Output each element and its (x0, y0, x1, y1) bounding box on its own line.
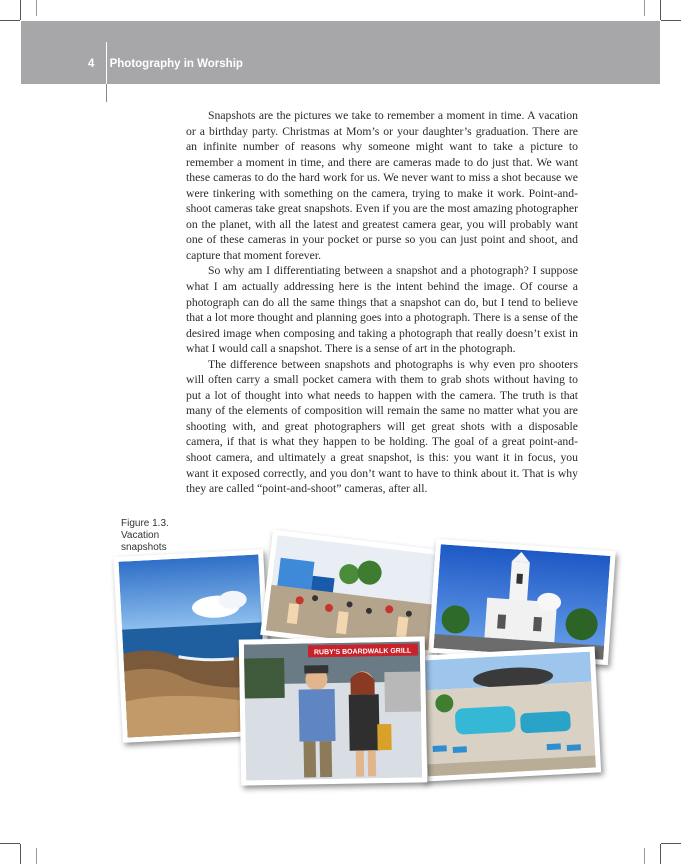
photo-cruise-deck (417, 646, 601, 781)
crop-mark (644, 848, 645, 864)
crop-mark (660, 0, 661, 20)
crop-mark (36, 848, 37, 864)
crop-mark (20, 844, 21, 864)
caption-line: snapshots (121, 542, 167, 553)
paragraph: The difference between snapshots and photographs is why even pro shooters will often carry a small pocket camera with them to grab shots without having to put a lot of thought into what needs to happen with the camera. The truth is that many of the elements of composition will remain the same no matter what you are shooting with, and great photographers will get great shots with a disposable camera, if that is what they happen to be holding. The goal of a great point-and-shoot camera, and ultimately a great snapshot, is this: you want it in focus, you want it exposed correctly, and you don’t want to have to think about it. That is why they are called “point-and-shoot” cameras, after all. (186, 357, 578, 496)
crop-mark (660, 844, 661, 864)
crop-mark (0, 843, 20, 844)
crop-mark (661, 20, 681, 21)
chapter-title: Photography in Worship (109, 58, 243, 70)
page-number: 4 (88, 58, 95, 70)
crop-mark (661, 843, 681, 844)
body-text (186, 108, 578, 497)
paragraph: Snapshots are the pictures we take to remember a moment in time. A vacation or a birthday party. Christmas at Mom’s or your daughter’s graduation. There are an infinite number of reasons why someone might want to take a picture to remember a moment in time, and there are cameras made to do just that. We want these cameras to do the hard work for us. We never want to miss a shot because we were tinkering with something on the camera, trying to make it work. Point-and-shoot cameras take great snapshots. Even if you are the most amazing photographer on the planet, with all the latest and greatest camera gear, you will probably want one of these cameras in your pocket or purse so you can just point and shoot, and capture that moment forever. (186, 109, 578, 262)
caption-line: Figure 1.3. (121, 518, 169, 529)
crop-mark (36, 0, 37, 16)
header-divider (106, 84, 107, 102)
crop-mark (0, 20, 20, 21)
crop-mark (644, 0, 645, 16)
figure-caption (121, 518, 191, 554)
crop-mark (20, 0, 21, 20)
photo-couple (239, 636, 428, 785)
paragraph: So why am I differentiating between a snapshot and a photograph? I suppose what I am actually addressing here is the intent behind the image. Of course a photograph can do all the same things that a snapshot can do, but I tend to believe that a lot more thought and planning goes into a photograph. There is a sense of the desired image when composing and taking a photograph that really doesn’t exist in what I would call a snapshot. There is a sense of art in the photograph. (186, 264, 578, 356)
caption-line: Vacation (121, 530, 160, 541)
running-header-band (21, 21, 660, 84)
running-header (88, 58, 243, 74)
sign-text: RUBY'S BOARDWALK GRILL (313, 647, 412, 657)
